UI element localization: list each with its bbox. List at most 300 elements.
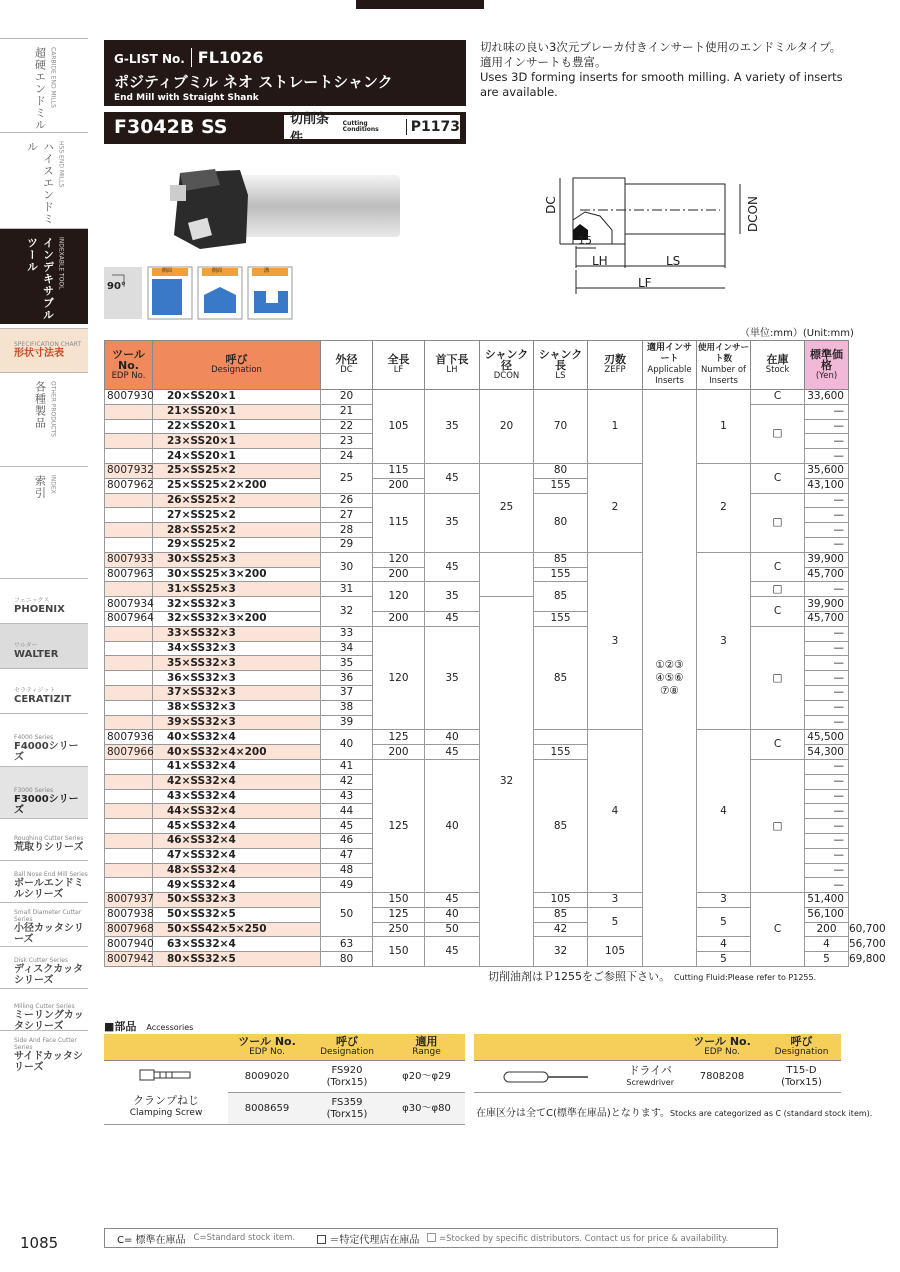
sidebar-item-milling[interactable] — [0, 988, 88, 1030]
cell-dc: 34 — [321, 641, 373, 656]
cell-edp: 8007938 — [105, 907, 153, 922]
cell-designation: 46×SS32×4 — [153, 833, 321, 848]
accessories-table-screw — [104, 1034, 465, 1125]
cell-price: — — [805, 523, 849, 538]
col-j: 首下長 — [435, 353, 469, 366]
table-row — [105, 730, 849, 745]
dimension-diagram — [540, 170, 800, 300]
cell-num-inserts: 5 — [697, 907, 751, 937]
stock-note — [476, 1104, 872, 1119]
cell-dc: 41 — [321, 759, 373, 774]
cell-designation: 21×SS20×1 — [153, 404, 321, 419]
driver-j: ドライバ — [628, 1064, 672, 1077]
cell-stock: C — [751, 390, 805, 405]
cell-lf: 120 — [373, 582, 425, 612]
acc-des1: FS359 — [331, 1096, 363, 1108]
cell-ls: 105 — [588, 937, 643, 967]
clamp-j: クランプねじ — [133, 1093, 199, 1107]
cell-price: — — [805, 685, 849, 700]
acc-title-j: ■部品 — [104, 1020, 137, 1033]
cell-lf: 125 — [373, 730, 425, 745]
cell-designation: 35×SS32×3 — [153, 656, 321, 671]
acc-col-e: Designation — [320, 1047, 374, 1057]
cell-designation: 31×SS25×3 — [153, 582, 321, 597]
col-lh — [425, 341, 480, 390]
page-number: 1085 — [20, 1234, 59, 1252]
sidebar-label-e: フェニックス — [14, 597, 50, 604]
sidebar-item-smalldia[interactable] — [0, 902, 88, 946]
cell-lh: 35 — [425, 626, 480, 730]
cell-edp — [105, 774, 153, 789]
sidebar-label: ディスクカッタシリーズ — [14, 964, 84, 986]
cell-edp — [105, 419, 153, 434]
cell-designation: 43×SS32×4 — [153, 789, 321, 804]
cell-edp: 8007963 — [105, 567, 153, 582]
label-15: 15 — [578, 234, 592, 247]
cell-dc: 27 — [321, 508, 373, 523]
cell-designation: 47×SS32×4 — [153, 848, 321, 863]
cell-price: 43,100 — [805, 478, 849, 493]
angle-label: 90° — [107, 281, 126, 292]
sidebar-label: PHOENIX — [14, 604, 65, 615]
sidebar-item-walter[interactable] — [0, 623, 88, 668]
cell-dcon: 32 — [480, 597, 534, 967]
sidebar-item-other[interactable] — [0, 372, 88, 466]
cell-designation: 49×SS32×4 — [153, 878, 321, 893]
cell-dc: 23 — [321, 434, 373, 449]
machining-icons — [104, 265, 294, 321]
cell-dc: 40 — [321, 730, 373, 760]
cell-price: — — [805, 878, 849, 893]
cell-edp — [105, 641, 153, 656]
col-e: (Yen) — [815, 370, 838, 381]
table-row — [105, 390, 849, 405]
cell-edp — [105, 819, 153, 834]
cell-price: — — [805, 848, 849, 863]
cell-designation: 63×SS32×4 — [153, 937, 321, 952]
col-e: LS — [555, 370, 566, 381]
col-e: Applicable Inserts — [647, 365, 692, 386]
cell-designation: 23×SS20×1 — [153, 434, 321, 449]
cell-ls: 155 — [534, 611, 588, 626]
cell-ls: 85 — [534, 907, 588, 922]
cell-dcon: 42 — [534, 922, 588, 937]
stock-legend — [104, 1228, 778, 1248]
cell-lf: 200 — [373, 611, 425, 626]
cell-num-inserts: 5 — [805, 952, 849, 967]
acc-cell-edp: 8009020 — [228, 1061, 306, 1093]
cell-ls: 200 — [805, 922, 849, 937]
cell-edp — [105, 493, 153, 508]
cell-num-inserts: 4 — [697, 730, 751, 893]
stock-note-e: Stocks are categorized as C (standard stock item). — [670, 1109, 873, 1118]
table-row — [105, 893, 849, 908]
sidebar-item-disk[interactable] — [0, 946, 88, 988]
cell-price: — — [805, 833, 849, 848]
cell-dcon: 32 — [534, 937, 588, 967]
sidebar-label-e: F3000 Series — [14, 787, 54, 794]
cell-dc: 32 — [321, 597, 373, 627]
cell-designation: 39×SS32×3 — [153, 715, 321, 730]
cell-designation: 27×SS25×2 — [153, 508, 321, 523]
cell-price: — — [805, 656, 849, 671]
legend-c-e: C=Standard stock item. — [193, 1233, 296, 1243]
cell-dc: 38 — [321, 700, 373, 715]
acc-des1: T15-D — [786, 1064, 817, 1076]
spec-table — [104, 340, 886, 967]
table-row: 8007940 63×SS32×4 63 150 45 32 105 4 4 56,700 — [105, 937, 849, 952]
cell-designation: 25×SS25×2×200 — [153, 478, 321, 493]
sidebar-item-roughing[interactable] — [0, 818, 88, 860]
label-lh: LH — [592, 254, 608, 268]
cell-ls: 80 — [534, 493, 588, 552]
product-name-e: End Mill with Straight Shank — [114, 93, 259, 103]
fluid-e: Cutting Fluid:Please refer to P1255. — [674, 973, 817, 982]
cell-designation: 26×SS25×2 — [153, 493, 321, 508]
cell-price: — — [805, 419, 849, 434]
cell-price: — — [805, 774, 849, 789]
cell-edp: 8007966 — [105, 745, 153, 760]
cell-edp — [105, 404, 153, 419]
cell-lf: 125 — [373, 907, 425, 922]
col-j: 在庫 — [766, 353, 789, 366]
cell-ls: 155 — [534, 478, 588, 493]
cell-price: — — [805, 626, 849, 641]
cell-ls: 155 — [534, 567, 588, 582]
accessories-title — [104, 1018, 193, 1034]
label-lf: LF — [638, 276, 652, 290]
cell-dcon-empty — [480, 552, 534, 596]
cell-price: 33,600 — [805, 390, 849, 405]
acc-cell-des — [306, 1061, 388, 1093]
stock-note-j: 在庫区分は全てC(標準在庫品)となります。 — [476, 1108, 670, 1119]
col-j: 適用インサート — [646, 343, 692, 364]
col-j: 呼び — [225, 353, 248, 366]
cell-num-inserts: 1 — [697, 390, 751, 464]
product-description — [480, 40, 850, 100]
cell-designation: 50×SS42×5×250 — [153, 922, 321, 937]
acc-col-e: EDP No. — [704, 1047, 740, 1057]
cell-edp — [105, 656, 153, 671]
cell-designation: 80×SS32×5 — [153, 952, 321, 967]
legend-c-j: C= 標準在庫品 — [117, 1234, 186, 1246]
acc-cell-des — [306, 1093, 388, 1125]
acc-des2: (Torx15) — [326, 1076, 368, 1088]
cell-stock: □ — [751, 759, 805, 892]
cell-designation: 50×SS32×5 — [153, 907, 321, 922]
header-row — [105, 341, 849, 390]
cell-price: — — [805, 789, 849, 804]
table-row — [105, 463, 849, 478]
cell-dc: 80 — [321, 952, 373, 967]
table-row — [105, 552, 849, 567]
cell-stock: C — [751, 463, 805, 493]
sidebar-label-e: INDEX — [49, 475, 57, 494]
product-header — [104, 40, 466, 144]
cell-zefp: 4 — [697, 937, 751, 952]
cell-price: — — [805, 404, 849, 419]
cell-zefp: 5 — [697, 952, 751, 967]
glist-label: G-LIST No. — [114, 52, 185, 66]
cell-stock: □ — [751, 404, 805, 463]
cell-edp — [105, 523, 153, 538]
cell-price: — — [805, 700, 849, 715]
cell-stock: □ — [751, 626, 805, 730]
sidebar-item-index[interactable] — [0, 466, 88, 578]
cell-edp — [105, 863, 153, 878]
cell-lf: 250 — [373, 922, 425, 937]
cell-zefp: 5 — [588, 907, 643, 937]
cell-edp — [105, 789, 153, 804]
cell-dc: 37 — [321, 685, 373, 700]
cell-edp — [105, 434, 153, 449]
cell-dc: 45 — [321, 819, 373, 834]
fluid-j: 切削油剤はＰ1255をご参照下さい。 — [488, 970, 670, 983]
cell-edp: 8007937 — [105, 893, 153, 908]
col-j: 刃数 — [604, 353, 626, 366]
cell-dc: 28 — [321, 523, 373, 538]
cell-price: 45,500 — [805, 730, 849, 745]
description-j: 切れ味の良い3次元ブレーカ付きインサート使用のエンドミルタイプ。適用インサートも豊富。 — [480, 40, 842, 69]
sidebar-item-ballnose[interactable] — [0, 860, 88, 902]
sidebar-item-carbide[interactable] — [0, 38, 88, 132]
col-price — [805, 341, 849, 390]
cell-ls-empty — [534, 730, 588, 745]
cell-dc: 48 — [321, 863, 373, 878]
cell-designation: 41×SS32×4 — [153, 759, 321, 774]
glist-no: FL1026 — [191, 48, 264, 67]
acc-head-blank — [104, 1034, 228, 1061]
cell-edp: 8007936 — [105, 730, 153, 745]
sidebar-label: F3000シリーズ — [14, 794, 79, 816]
cell-edp — [105, 671, 153, 686]
sidebar-label-e: Ball Nose End Mill Series — [14, 871, 88, 878]
col-inserts — [643, 341, 697, 390]
table-row: 8007942 80×SS32×5 80 5 5 69,800 — [105, 952, 849, 967]
col-designation — [153, 341, 321, 390]
cell-stock: C — [751, 730, 805, 760]
cell-price: 39,900 — [805, 597, 849, 612]
cell-lf: 200 — [373, 745, 425, 760]
acc-head-des — [306, 1034, 388, 1061]
sidebar — [0, 38, 88, 1088]
cell-designation: 36×SS32×3 — [153, 671, 321, 686]
sidebar-label: 小径カッタシリーズ — [14, 923, 84, 945]
cell-edp — [105, 700, 153, 715]
cell-designation: 30×SS25×3 — [153, 552, 321, 567]
cell-lh: 40 — [425, 730, 480, 745]
cell-lf: 200 — [373, 567, 425, 582]
cell-designation: 29×SS25×2 — [153, 537, 321, 552]
sidebar-label: インデキサブルツール — [25, 237, 55, 321]
cell-edp — [105, 626, 153, 641]
cell-lh: 45 — [425, 893, 480, 908]
cell-zefp: 4 — [588, 730, 643, 893]
cell-dc: 26 — [321, 493, 373, 508]
cell-dc: 39 — [321, 715, 373, 730]
cell-price: — — [805, 434, 849, 449]
cell-dc: 43 — [321, 789, 373, 804]
cell-edp — [105, 833, 153, 848]
col-e: ZEFP — [604, 365, 626, 375]
cell-edp: 8007962 — [105, 478, 153, 493]
legend-box-group — [317, 1231, 419, 1246]
cell-designation: 33×SS32×3 — [153, 626, 321, 641]
cell-dcon: 25 — [480, 463, 534, 552]
cell-lh: 45 — [425, 745, 480, 760]
cell-designation: 24×SS20×1 — [153, 449, 321, 464]
table-row — [105, 907, 849, 922]
cell-dc: 49 — [321, 878, 373, 893]
cell-price: — — [805, 641, 849, 656]
cell-ls: 85 — [534, 626, 588, 730]
cell-stock: C — [751, 597, 805, 627]
cell-lh: 40 — [425, 907, 480, 922]
cell-dc: 30 — [321, 552, 373, 582]
cell-lh: 40 — [425, 759, 480, 892]
cell-dc: 35 — [321, 656, 373, 671]
cell-dc: 24 — [321, 449, 373, 464]
sidebar-item-hss[interactable] — [0, 132, 88, 228]
cell-designation: 48×SS32×4 — [153, 863, 321, 878]
cell-price: 45,700 — [805, 611, 849, 626]
legend-box-e: =Stocked by specific distributors. Contact us for price & availability. — [439, 1233, 729, 1244]
col-e: DC — [340, 365, 353, 375]
sidebar-label: WALTER — [14, 649, 59, 660]
acc-head-edp — [682, 1034, 762, 1061]
screwdriver-icon — [502, 1070, 592, 1084]
acc-col-e: Range — [412, 1047, 441, 1057]
cell-lf: 125 — [373, 759, 425, 892]
cell-price: — — [805, 819, 849, 834]
sidebar-item-ceratizit[interactable] — [0, 668, 88, 713]
cell-price: — — [805, 863, 849, 878]
accessories-table-driver — [474, 1034, 841, 1093]
acc-col-e: EDP No. — [249, 1047, 285, 1057]
sidebar-item-indexable[interactable] — [0, 228, 88, 324]
driver-e: Screwdriver — [626, 1078, 674, 1087]
cell-edp — [105, 508, 153, 523]
sidebar-item-spec[interactable] — [0, 328, 88, 372]
cell-dc: 50 — [321, 893, 373, 937]
acc-des2: (Torx15) — [781, 1076, 822, 1088]
cell-price: — — [805, 537, 849, 552]
cell-dc: 47 — [321, 848, 373, 863]
icon-label-side1: 側面 — [162, 268, 173, 274]
box-icon-small — [427, 1233, 436, 1242]
cell-lh: 35 — [425, 582, 480, 612]
acc-title-e: Accessories — [146, 1023, 194, 1032]
cell-designation: 30×SS25×3×200 — [153, 567, 321, 582]
acc-des1: FS920 — [331, 1064, 363, 1076]
cell-edp — [105, 878, 153, 893]
sidebar-item-f3000[interactable] — [0, 766, 88, 818]
acc-col-j: ツール No. — [238, 1035, 296, 1048]
cell-edp: 8007942 — [105, 952, 153, 967]
cell-lh: 45 — [425, 463, 480, 493]
col-e: LF — [393, 365, 404, 375]
cell-price: — — [805, 671, 849, 686]
cell-lf: 105 — [373, 390, 425, 464]
sidebar-label: F4000シリーズ — [14, 741, 79, 763]
cell-price: 35,600 — [805, 463, 849, 478]
cell-price: 56,100 — [805, 907, 849, 922]
cell-lf: 120 — [373, 626, 425, 730]
cell-designation: 42×SS32×4 — [153, 774, 321, 789]
col-zefp — [588, 341, 643, 390]
cell-edp — [105, 848, 153, 863]
col-ls — [534, 341, 588, 390]
sidebar-item-f4000[interactable] — [0, 713, 88, 766]
col-j: 標準価格 — [810, 347, 843, 372]
cell-num-inserts: 2 — [697, 463, 751, 552]
cell-lh: 45 — [425, 552, 480, 582]
cell-designation: 44×SS32×4 — [153, 804, 321, 819]
col-e: EDP No. — [111, 370, 146, 381]
cell-lf: 150 — [373, 937, 425, 967]
cell-designation: 45×SS32×4 — [153, 819, 321, 834]
cell-edp — [105, 804, 153, 819]
cell-edp: 8007933 — [105, 552, 153, 567]
acc-header-row — [104, 1034, 465, 1061]
cell-dc: 63 — [321, 937, 373, 952]
cell-price: — — [805, 804, 849, 819]
sidebar-label-e: CARBIDE END MILLS — [49, 47, 57, 108]
sidebar-label: ボールエンドミルシリーズ — [14, 878, 84, 900]
cell-lf: 115 — [373, 493, 425, 552]
cell-ls: 105 — [534, 893, 588, 908]
cell-dcon: 20 — [480, 390, 534, 464]
cutting-conditions-link[interactable] — [284, 112, 460, 146]
cell-designation: 25×SS25×2 — [153, 463, 321, 478]
sidebar-item-phoenix[interactable] — [0, 578, 88, 623]
cell-dc: 31 — [321, 582, 373, 597]
cell-num-inserts: 4 — [805, 937, 849, 952]
clamp-e: Clamping Screw — [129, 1107, 203, 1118]
cell-edp: 8007964 — [105, 611, 153, 626]
acc-cell-range: φ20〜φ29 — [388, 1061, 465, 1093]
cell-dc: 44 — [321, 804, 373, 819]
sidebar-label-e: セラティジット — [14, 687, 56, 694]
cell-lf: 120 — [373, 552, 425, 567]
box-icon — [317, 1235, 326, 1244]
sidebar-label: 超硬エンドミル — [33, 47, 47, 131]
col-j: シャンク径 — [484, 347, 529, 372]
cell-price: — — [805, 715, 849, 730]
cell-ls: 85 — [534, 552, 588, 567]
sidebar-label-e: INDEXABLE TOOL — [57, 237, 65, 290]
cell-num-inserts: 3 — [697, 893, 751, 908]
cell-designation: 50×SS32×3 — [153, 893, 321, 908]
col-e: Designation — [211, 365, 262, 375]
acc-des2: (Torx15) — [326, 1108, 368, 1120]
sidebar-item-sidecutter[interactable] — [0, 1030, 88, 1076]
cell-designation: 40×SS32×4 — [153, 730, 321, 745]
cell-price: — — [805, 582, 849, 597]
cell-num-inserts: 3 — [697, 552, 751, 730]
cutting-fluid-note — [488, 968, 816, 984]
cell-stock: C — [751, 552, 805, 582]
cell-designation: 28×SS25×2 — [153, 523, 321, 538]
col-e: LH — [446, 365, 458, 375]
cell-price: — — [805, 449, 849, 464]
icon-label-side2: 側面 — [212, 268, 223, 274]
cell-stock: □ — [751, 493, 805, 552]
cell-edp: 8007968 — [105, 922, 153, 937]
cond-small: Cutting Conditions — [342, 120, 379, 133]
acc-row — [104, 1061, 465, 1093]
col-j: 全長 — [387, 353, 410, 366]
